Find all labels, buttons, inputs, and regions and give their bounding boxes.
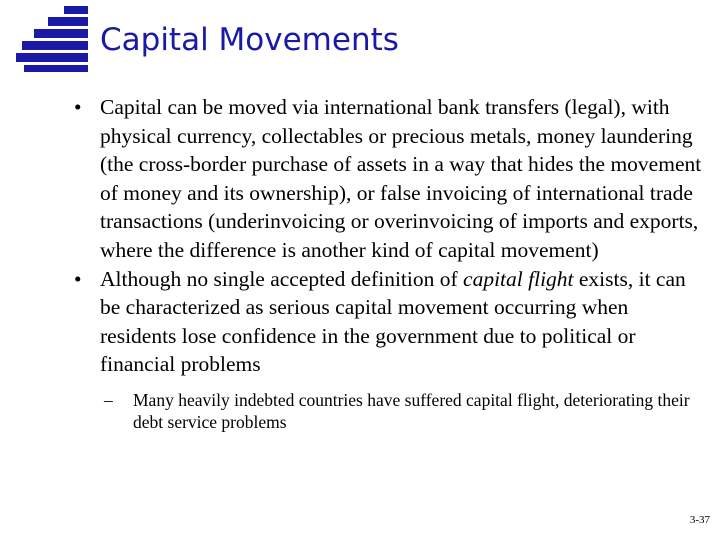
sub-bullet-item [100,389,702,434]
bullet-text: Capital can be moved via international bank transfers (legal), with physical currency, collectables or precious metals, money laundering (the cross-border purchase of assets in a way that hides the movement of money and its ownership), or false invoicing of international trade transactions (underinvoicing or overinvoicing of imports and exports, where the difference is another kind of capital movement) [100,95,702,262]
bullet-item [74,265,702,379]
bullet-text: Although no single accepted definition of [100,266,464,291]
bullet-emphasis: capital flight [463,266,574,291]
sub-bullet-marker: – [104,389,113,410]
slide-title: Capital Movements [100,22,399,58]
bullet-marker: • [74,266,82,291]
bullet-item [74,93,702,265]
slide-body [74,93,702,434]
stacked-blue-bars-icon [16,6,88,72]
sub-bullet-text: Many heavily indebted countries have suffered capital flight, deteriorating their debt service problems [133,389,690,433]
bullet-marker: • [74,95,82,119]
bullet-text-continued: exists, it can be characterized as serious capital movement occurring when residents lose confidence in the government due to political or financial problems [100,266,686,377]
page-number: 3-37 [689,514,710,526]
